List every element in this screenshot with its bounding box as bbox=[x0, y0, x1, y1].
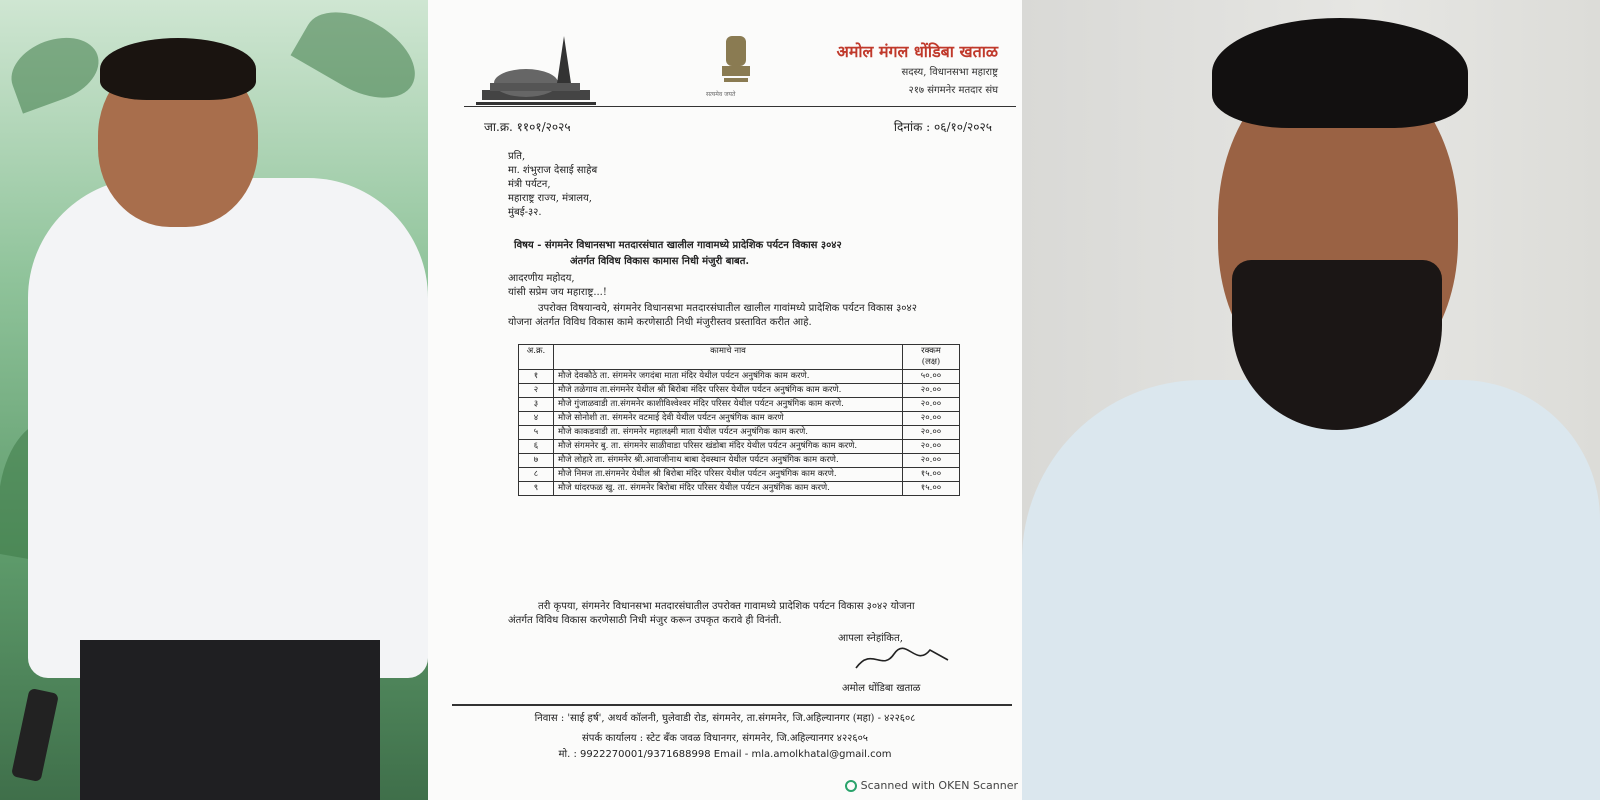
header-rule bbox=[464, 106, 1016, 107]
vidhan-bhavan-logo-icon bbox=[476, 28, 596, 113]
row-amount: ५०.०० bbox=[903, 370, 960, 384]
row-sr: ८ bbox=[519, 468, 554, 482]
header-work: कामाचे नाव bbox=[554, 345, 903, 370]
ashoka-emblem-icon bbox=[714, 30, 758, 96]
recipient-line: मा. शंभुराज देसाई साहेब bbox=[508, 165, 598, 176]
row-work: मौजे निमज ता.संगमनेर येथील श्री बिरोबा मंदिर परिसर येथील पर्यटन अनुषंगिक काम करणे. bbox=[554, 468, 903, 482]
row-work: मौजे सोनोशी ता. संगमनेर वटमाई देवी येथील पर्यटन अनुषंगिक काम करणे bbox=[554, 412, 903, 426]
recipient-block bbox=[508, 150, 597, 220]
closing-paragraph bbox=[508, 600, 915, 628]
foliage-decoration bbox=[291, 0, 428, 115]
recipient-line: मुंबई-३२. bbox=[508, 207, 542, 218]
foliage-decoration bbox=[2, 26, 107, 113]
row-work: मौजे काकडवाडी ता. संगमनेर महालक्ष्मी माता येथील पर्यटन अनुषंगिक काम करणे. bbox=[554, 426, 903, 440]
subject-line: अंतर्गत विविध विकास कामास निधी मंजुरी बाबत. bbox=[570, 256, 749, 267]
letter-date: दिनांक : ०६/१०/२०२५ bbox=[893, 120, 992, 134]
recipient-line: महाराष्ट्र राज्य, मंत्रालय, bbox=[508, 193, 592, 204]
row-sr: १ bbox=[519, 370, 554, 384]
row-amount: १५.०० bbox=[903, 468, 960, 482]
salutation bbox=[508, 272, 607, 300]
emblem-caption: सत्यमेव जयते bbox=[706, 91, 736, 98]
closing-line: अंतर्गत विविध विकास करणेसाठी निधी मंजुर करून उपकृत करावे ही विनंती. bbox=[508, 615, 782, 626]
works-table bbox=[518, 344, 960, 496]
intro-paragraph bbox=[508, 302, 917, 330]
recipient-line: मंत्री पर्यटन, bbox=[508, 179, 551, 190]
row-work: मौजे लोहारे ता. संगमनेर श्री.आवाजीनाथ बाबा देवस्थान येथील पर्यटन अनुषंगिक काम करणे. bbox=[554, 454, 903, 468]
dark-trousers bbox=[80, 640, 380, 800]
row-work: मौजे गुंजाळवाडी ता.संगमनेर काशीविश्वेश्वर मंदिर परिसर येथील पर्यटन अनुषंगिक काम करणे. bbox=[554, 398, 903, 412]
scanner-logo-icon bbox=[845, 780, 857, 792]
row-amount: २०.०० bbox=[903, 454, 960, 468]
subject-block bbox=[514, 238, 842, 270]
phone-in-hand bbox=[11, 688, 59, 782]
letterhead-constituency: २१७ संगमनेर मतदार संघ bbox=[908, 85, 998, 96]
table-row bbox=[519, 412, 960, 426]
contact-details: मो. : 9922270001/9371688998 Email - mla.amolkhatal@gmail.com bbox=[558, 749, 892, 760]
row-work: मौजे धांदरफळ खु. ता. संगमनेर बिरोबा मंदिर परिसर येथील पर्यटन अनुषंगिक काम करणे. bbox=[554, 482, 903, 496]
table-row bbox=[519, 454, 960, 468]
hair bbox=[1212, 18, 1468, 128]
letterhead-designation: सदस्य, विधानसभा महाराष्ट्र bbox=[901, 67, 998, 78]
row-sr: ९ bbox=[519, 482, 554, 496]
subject-line: विषय - संगमनेर विधानसभा मतदारसंघात खालील गावामध्ये प्रादेशिक पर्यटन विकास ३०४२ bbox=[514, 240, 842, 251]
table-row bbox=[519, 468, 960, 482]
table-row bbox=[519, 398, 960, 412]
header-amount: रक्कम (लक्ष) bbox=[903, 345, 960, 370]
right-portrait-photo bbox=[1022, 0, 1600, 800]
row-amount: २०.०० bbox=[903, 412, 960, 426]
table-row bbox=[519, 426, 960, 440]
table-header-row bbox=[519, 345, 960, 370]
intro-line: उपरोक्त विषयान्वये, संगमनेर विधानसभा मतदारसंघातील खालील गावांमध्ये प्रादेशिक पर्यटन विकास ३०४२ bbox=[538, 303, 917, 314]
reference-number: जा.क्र. ११०१/२०२५ bbox=[484, 120, 571, 134]
header-sr: अ.क्र. bbox=[519, 345, 554, 370]
table-row bbox=[519, 370, 960, 384]
row-work: मौजे तळेगाव ता.संगमनेर येथील श्री बिरोबा मंदिर परिसर येथील पर्यटन अनुषंगिक काम करणे. bbox=[554, 384, 903, 398]
table-row bbox=[519, 482, 960, 496]
row-amount: १५.०० bbox=[903, 482, 960, 496]
signatory-name: अमोल धोंडिबा खताळ bbox=[842, 683, 921, 694]
salutation-line: आदरणीय महोदय, bbox=[508, 273, 575, 284]
intro-line: योजना अंतर्गत विविध विकास कामे करणेसाठी निधी मंजुरीस्तव प्रस्तावित करीत आहे. bbox=[508, 317, 812, 328]
row-amount: २०.०० bbox=[903, 440, 960, 454]
row-work: मौजे संगमनेर बु. ता. संगमनेर साळीवाडा परिसर खंडोबा मंदिर येथील पर्यटन अनुषंगिक काम करणे. bbox=[554, 440, 903, 454]
row-sr: ३ bbox=[519, 398, 554, 412]
table-row bbox=[519, 384, 960, 398]
scanner-text: Scanned with OKEN Scanner bbox=[860, 779, 1018, 792]
letterhead-name: अमोल मंगल धोंडिबा खताळ bbox=[836, 42, 998, 61]
row-amount: २०.०० bbox=[903, 426, 960, 440]
white-shirt bbox=[28, 178, 428, 678]
salutation-line: यांसी सप्रेम जय महाराष्ट्र...! bbox=[508, 287, 607, 298]
row-sr: ६ bbox=[519, 440, 554, 454]
residence-address: निवास : 'साई हर्ष', अथर्व कॉलनी, घुलेवाडी रोड, संगमनेर, ता.संगमनेर, जि.अहिल्यानगर (महा) - ४२२६०८ bbox=[534, 713, 916, 724]
yours-faithfully: आपला स्नेहांकित, bbox=[838, 633, 903, 644]
row-work: मौजे देवकौठे ता. संगमनेर जगदंबा माता मंदिर येथील पर्यटन अनुषंगिक काम करणे. bbox=[554, 370, 903, 384]
signature-icon bbox=[852, 642, 952, 676]
footer-rule bbox=[452, 704, 1012, 706]
scanner-watermark bbox=[845, 779, 1018, 792]
table-row bbox=[519, 440, 960, 454]
row-amount: २०.०० bbox=[903, 384, 960, 398]
left-portrait-photo bbox=[0, 0, 428, 800]
light-blue-shirt bbox=[1022, 380, 1600, 800]
hair bbox=[100, 38, 256, 100]
row-sr: ५ bbox=[519, 426, 554, 440]
office-address: संपर्क कार्यालय : स्टेट बँक जवळ विधानगर, संगमनेर, जि.अहिल्यानगर ४२२६०५ bbox=[582, 733, 868, 744]
letter-document bbox=[428, 0, 1022, 800]
closing-line: तरी कृपया, संगमनेर विधानसभा मतदारसंघातील उपरोक्त गावामध्ये प्रादेशिक पर्यटन विकास ३०४२ योजना bbox=[538, 601, 915, 612]
row-sr: ७ bbox=[519, 454, 554, 468]
recipient-line: प्रति, bbox=[508, 151, 526, 162]
row-sr: ४ bbox=[519, 412, 554, 426]
row-sr: २ bbox=[519, 384, 554, 398]
row-amount: २०.०० bbox=[903, 398, 960, 412]
